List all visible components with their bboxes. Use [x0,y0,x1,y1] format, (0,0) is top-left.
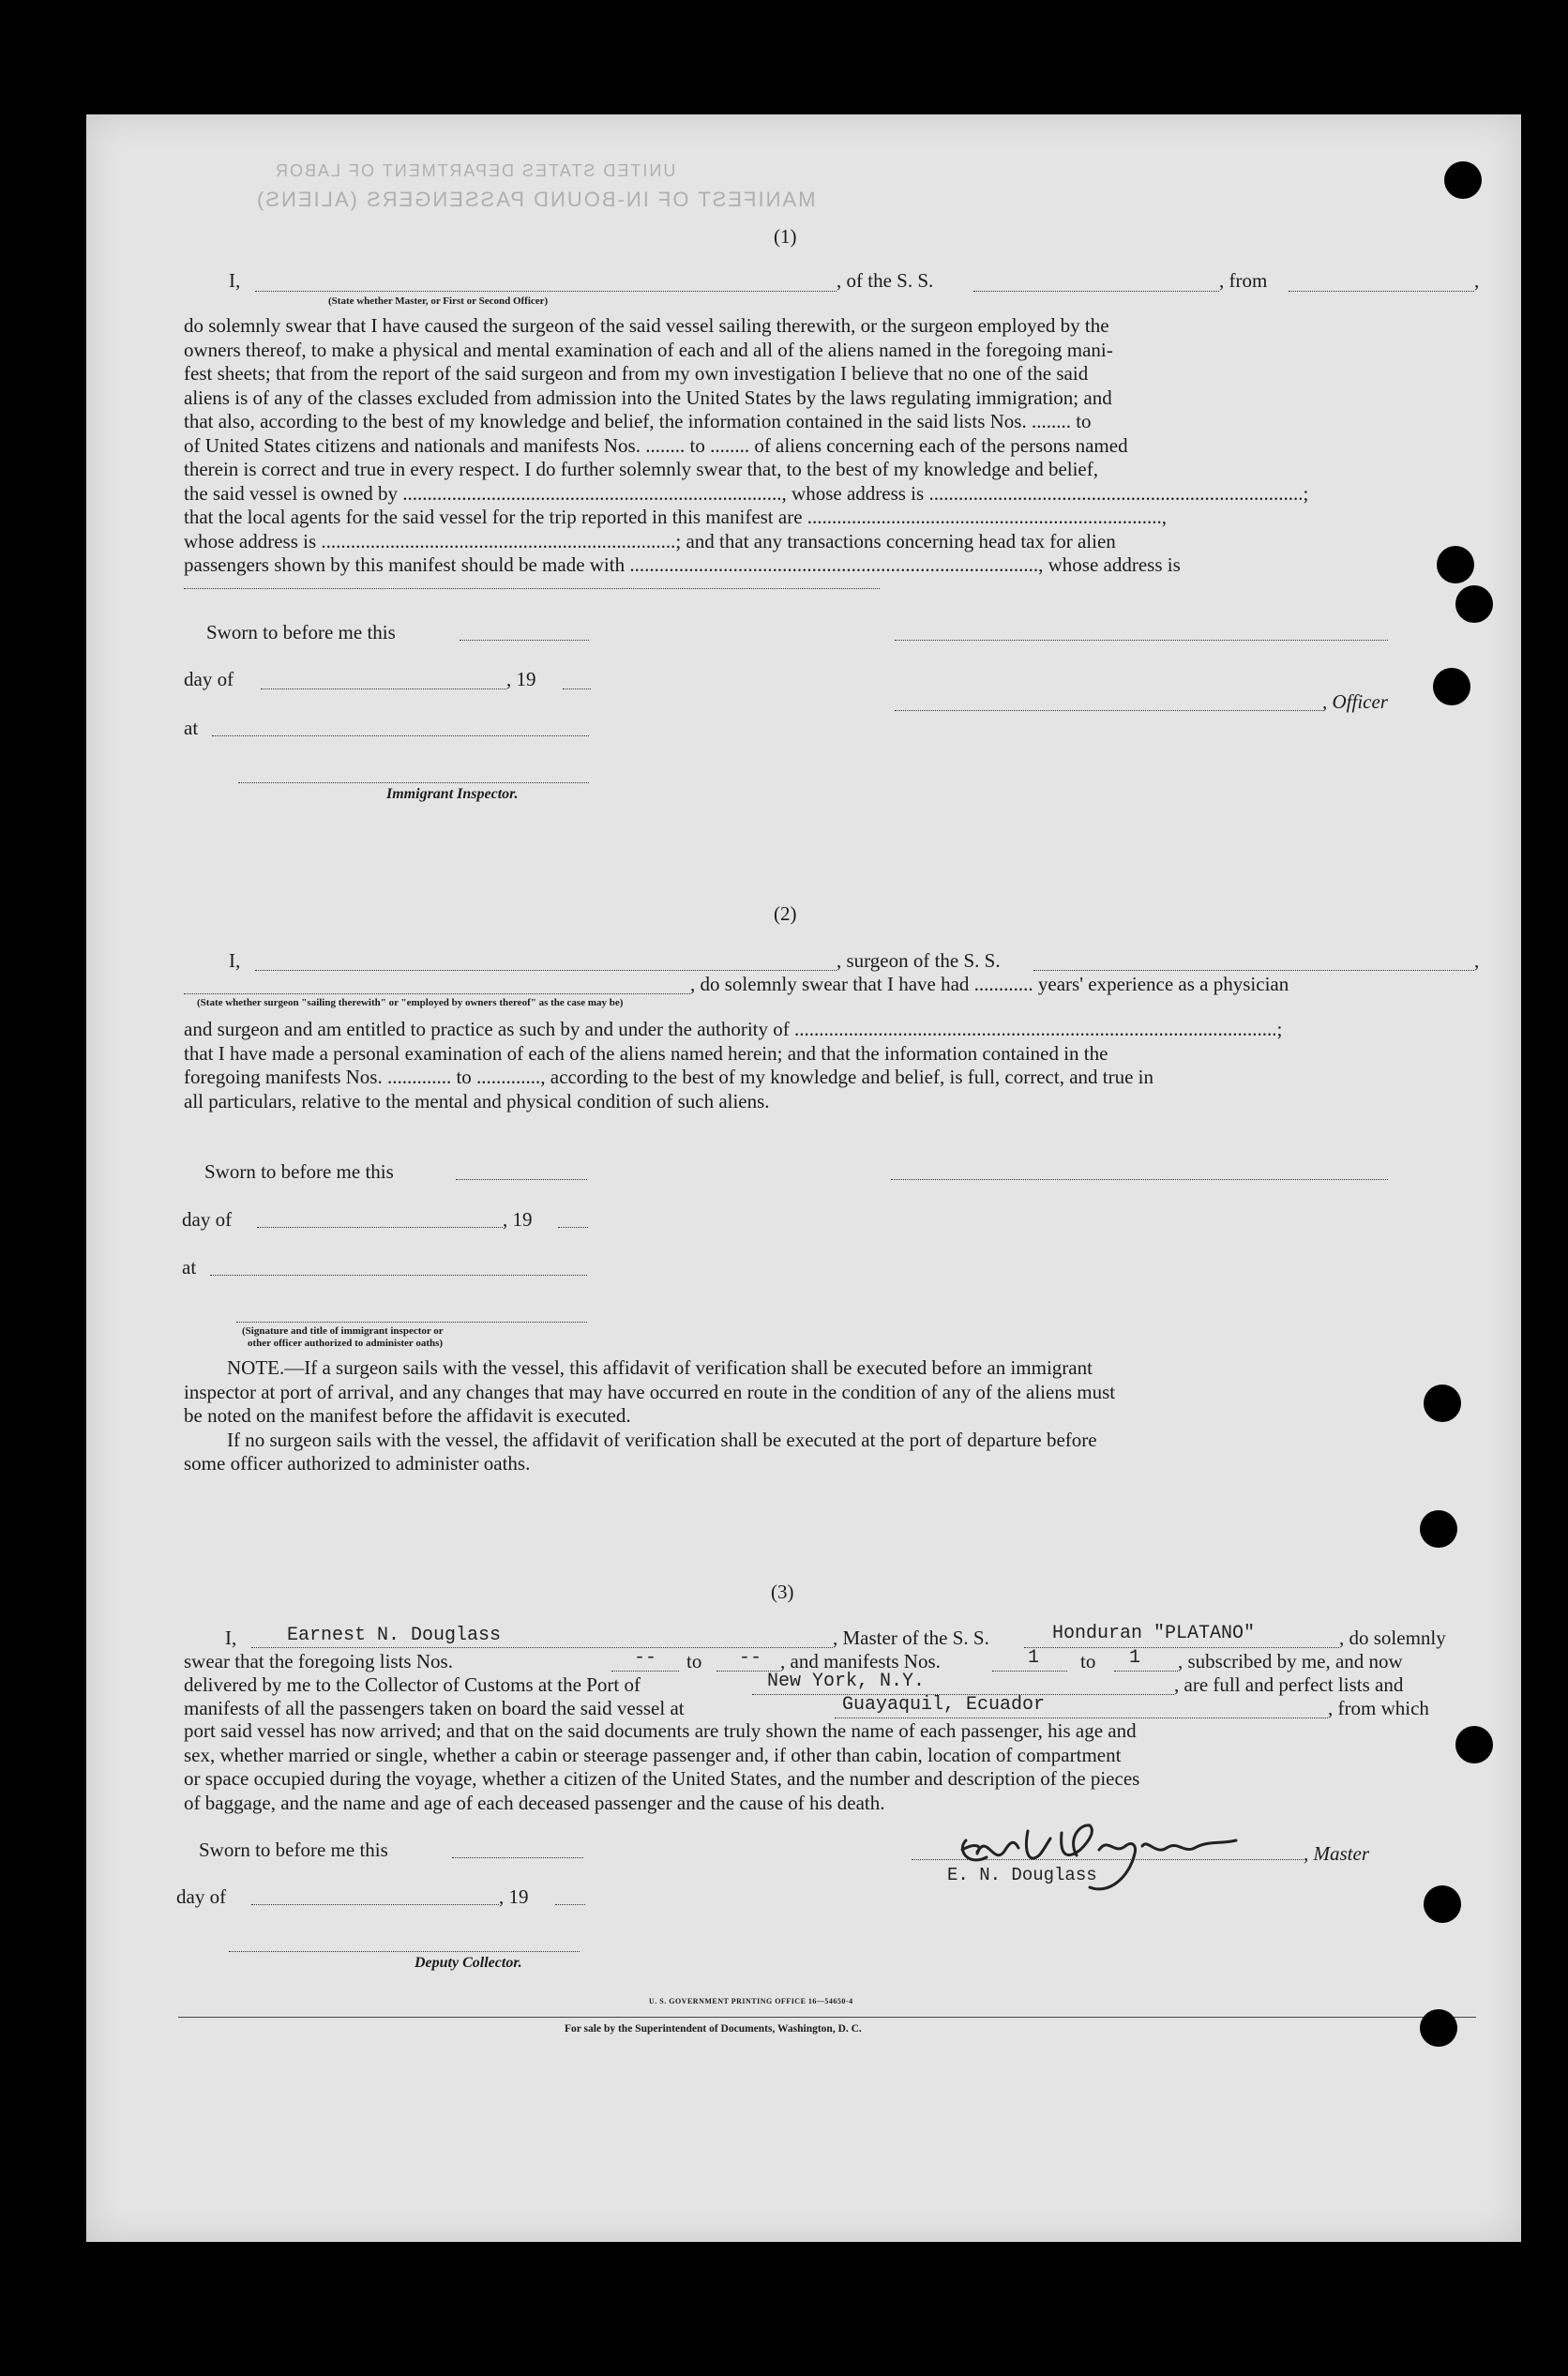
master-name-value: Earnest N. Douglass [287,1625,502,1646]
section-3-i: I, [225,1627,237,1649]
punch-hole [1444,161,1482,199]
lists-from-value: -- [634,1647,657,1669]
year-label: , 19 [499,1885,529,1908]
section-2-i: I, [229,949,241,972]
footer-rule [178,2017,1476,2018]
master-label: , Master [1304,1842,1369,1865]
sworn-label: Sworn to before me this [204,1160,394,1183]
typed-name: E. N. Douglass [947,1865,1097,1885]
punch-hole [1420,2009,1457,2047]
delivered-label: delivered by me to the Collector of Customs at the Port of [184,1673,641,1696]
body-line: that the local agents for the said vessel for the trip reported in this manifest are ........................................................................, [184,506,1168,528]
section-1-number: (1) [774,225,797,248]
continuation-line [184,588,880,589]
section-2-number: (2) [774,902,797,925]
body-line: aliens is of any of the classes excluded from admission into the United States by the laws regulating immigration; and [184,386,1112,409]
lists-to-value: -- [739,1647,762,1669]
signature-line [895,640,1388,641]
body-line: and surgeon and am entitled to practice as such by and under the authority of ..................................................................................................; [184,1018,1283,1040]
body-line: whose address is ........................................................................; and that any transactions concerning head tax for alien [184,529,1116,552]
manifest-to-value: 1 [1129,1647,1141,1669]
body-line: of United States citizens and nationals and manifests Nos. ........ to ........ of aliens concerning each of the persons named [184,433,1128,457]
punch-hole [1437,546,1474,583]
port-value: New York, N.Y. [767,1671,926,1692]
manifest-page: MANIFEST OF IN-BOUND PASSENGERS (ALIENS) UNITED STATES DEPARTMENT OF LABOR (1) I, (State whether Master, or First or Second Officer) , of the S. S. , from , do solemnly swear that I have caused the surgeon of the said vessel sailing therewith, or the surgeon employed by the owners thereof, to make a physical and mental examination of each and all of the aliens named in the foregoing mani- fest sheets; that from the report of the said surgeon and from my own investigation I believe that no one of the said aliens is of any of the classes excluded from admission into the United States by the laws regulating immigration; and that also, according to the best of my knowledge and belief, the information contained in the said lists Nos. ........ to of United States citizens and nationals and manifests Nos. ........ to ........ of aliens concerning each of the persons named therein is correct and true in every respect. I do further solemnly swear that, to the best of my knowledge and belief, the said vessel is owned by ............................................................................., whose address is ............................................................................; that the local agents for the said vessel for the trip reported in this manifest are ........................................................................, whose address is ........................................................................; and that any transactions concerning head tax for alien passengers shown by this manifest should be made with ..................................................................................., whose address is Sworn to before me this day of , 19 , Officer at Immigrant Inspector. (2) I, , surgeon of the S. S. , , do solemnly swear that I have had ............ years' experience as a physician (State whether surgeon "sailing therewith" or "employed by owners thereof" as the case may be) and surgeon and am entitled to practice as such by and under the authority of ..................................................................................................; that I have made a personal examination of each of the aliens named herein; and that the information contained in the foregoing manifests Nos. ............. to ............., according to the best of my knowledge and belief, is full, correct, and true in all particulars, relative to the mental and physical condition of such aliens. Sworn to before me this day of , 19 at (Signature and title of immigrant inspector or other officer authorized to administer oaths) NOTE.—If a surgeon sails with the vessel, this affidavit of verification shall be executed before an immigrant inspector at port of arrival, and any changes that may have occurred en route in the condition of any of the aliens must be noted on the manifest before the affidavit is executed. If no surgeon sails with the vessel, the affidavit of verification shall be executed at the port of departure before some officer authorized to administer oaths. (3) I, Earnest N. Douglass , Master of the S. S. Honduran "PLATANO" , do solemnly swear that the foregoing lists Nos. -- to -- , and manifests Nos. 1 to 1 , subscribed by me, and now delivered by me to the Collector of Customs at the Port of New York, N.Y. , are full and perfect lists and manifests of all the passengers taken on board the said vessel at Guayaquil, Ecuador , from which port said vessel has now arrived; and that on the said documents are truly shown the name of each passenger, his age and sex, whether married or single, whether a cabin or steerage passenger and, if other than cabin, location of compartment or space occupied during the voyage, whether a citizen of the United States, and the number and description of the pieces of baggage, and the name and age of each deceased passenger and the cause of his death. Sworn to before me this day of , 19 Deputy Collector. , Master E. N. Douglass U. S. GOVERNMENT PRINTING OFFICE 16—54650-4 For sale by the Superintendent of Documents, Washington, D. C. [86,114,1521,2242]
sig-hint: (Signature and title of immigrant inspector or [242,1325,444,1337]
body-line: owners thereof, to make a physical and mental examination of each and all of the aliens named in the foregoing mani- [184,338,1113,361]
body-line: therein is correct and true in every respect. I do further solemnly swear that, to the best of my knowledge and belief, [184,458,1098,480]
body-line: that I have made a personal examination of each of the aliens named herein; and that the information contained in the [184,1041,1108,1065]
body-line: sex, whether married or single, whether a cabin or steerage passenger and, if other than cabin, location of compartment [184,1743,1122,1766]
vessel-value: Honduran "PLATANO" [1052,1623,1256,1644]
punch-hole [1420,1510,1457,1548]
bleed-through-text: MANIFEST OF IN-BOUND PASSENGERS (ALIENS) [255,188,816,211]
vessel-line [973,291,1219,292]
punch-hole [1424,1885,1461,1923]
note-line: NOTE.—If a surgeon sails with the vessel, this affidavit of verification shall be executed before an immigrant [227,1356,1093,1379]
from-label: , from [1219,269,1268,292]
punch-hole [1424,1385,1461,1422]
note-line: If no surgeon sails with the vessel, the affidavit of verification shall be executed at the port of departure before [227,1428,1097,1451]
note-block [184,1356,1482,1476]
sale-notice: For sale by the Superintendent of Documents, Washington, D. C. [565,2023,862,2035]
note-line: be noted on the manifest before the affidavit is executed. [184,1404,631,1427]
section-2-body [184,1018,1482,1113]
body-line: foregoing manifests Nos. ............. to ............., according to the best of my knowledge and belief, is full, correct, and true in [184,1066,1154,1088]
section-1-body [184,314,1482,578]
section-2-line2: , do solemnly swear that I have had ............ years' experience as a physician [690,973,1289,995]
master-of-ss-label: , Master of the S. S. [833,1627,989,1649]
gpo-imprint: U. S. GOVERNMENT PRINTING OFFICE 16—54650-4 [649,1997,853,2005]
sig-hint: other officer authorized to administer oaths) [248,1338,444,1349]
body-line: or space occupied during the voyage, whether a citizen of the United States, and the number and description of the pieces [184,1767,1140,1790]
at-label: at [184,717,199,739]
section-3-number: (3) [771,1581,794,1603]
day-of-label: day of [184,668,234,690]
year-label: , 19 [506,668,536,690]
section-1-i: I, [229,269,241,292]
punch-hole [1455,1726,1493,1763]
master-hint: (State whether Master, or First or Second Officer) [328,295,549,307]
officer-line [895,710,1322,711]
inspector-label: Immigrant Inspector. [386,786,519,802]
officer-label: , Officer [1322,690,1388,713]
punch-hole [1433,668,1470,705]
signature-line [891,1179,1388,1180]
master-name-line [255,291,837,292]
day-of-label: day of [182,1208,233,1231]
bleed-through-text: UNITED STATES DEPARTMENT OF LABOR [274,161,676,180]
body-line: that also, according to the best of my knowledge and belief, the information contained in the said lists Nos. ........ to [184,410,1092,432]
year-label: , 19 [503,1208,533,1231]
body-line: all particulars, relative to the mental and physical condition of such aliens. [184,1089,770,1112]
from-line [1289,291,1474,292]
do-solemnly-label: , do solemnly [1339,1627,1446,1649]
body-line: the said vessel is owned by ............................................................................., whose address is ............................................................................; [184,481,1309,505]
punch-hole [1455,585,1493,623]
swear-lists-label: swear that the foregoing lists Nos. [184,1650,453,1672]
of-the-ss-label: , of the S. S. [837,269,934,292]
at-label: at [182,1256,197,1279]
body-line: do solemnly swear that I have caused the surgeon of the said vessel sailing therewith, or the surgeon employed by the [184,314,1109,337]
day-of-label: day of [176,1885,227,1908]
body-line: passengers shown by this manifest should be made with ..................................................................................., whose address is [184,553,1181,576]
manifests-all-label: manifests of all the passengers taken on board the said vessel at [184,1697,685,1719]
surgeon-hint: (State whether surgeon "sailing therewith" or "employed by owners thereof" as the case may be) [197,997,624,1008]
sworn-label: Sworn to before me this [199,1839,388,1861]
body-line: of baggage, and the name and age of each deceased passenger and the cause of his death. [184,1791,885,1814]
origin-value: Guayaquil, Ecuador [842,1694,1046,1716]
body-line: fest sheets; that from the report of the said surgeon and from my own investigation I believe that no one of the said [184,362,1089,385]
body-line: port said vessel has now arrived; and that on the said documents are truly shown the name of each passenger, his age and [184,1719,1137,1742]
deputy-label: Deputy Collector. [415,1955,522,1971]
surgeon-of-ss-label: , surgeon of the S. S. [837,949,1001,972]
sworn-label: Sworn to before me this [206,621,396,643]
manifest-from-value: 1 [1028,1647,1040,1669]
note-line: inspector at port of arrival, and any changes that may have occurred en route in the condition of any of the aliens must [184,1380,1116,1403]
note-line: some officer authorized to administer oaths. [184,1452,531,1475]
section-3-body [184,1719,1482,1815]
